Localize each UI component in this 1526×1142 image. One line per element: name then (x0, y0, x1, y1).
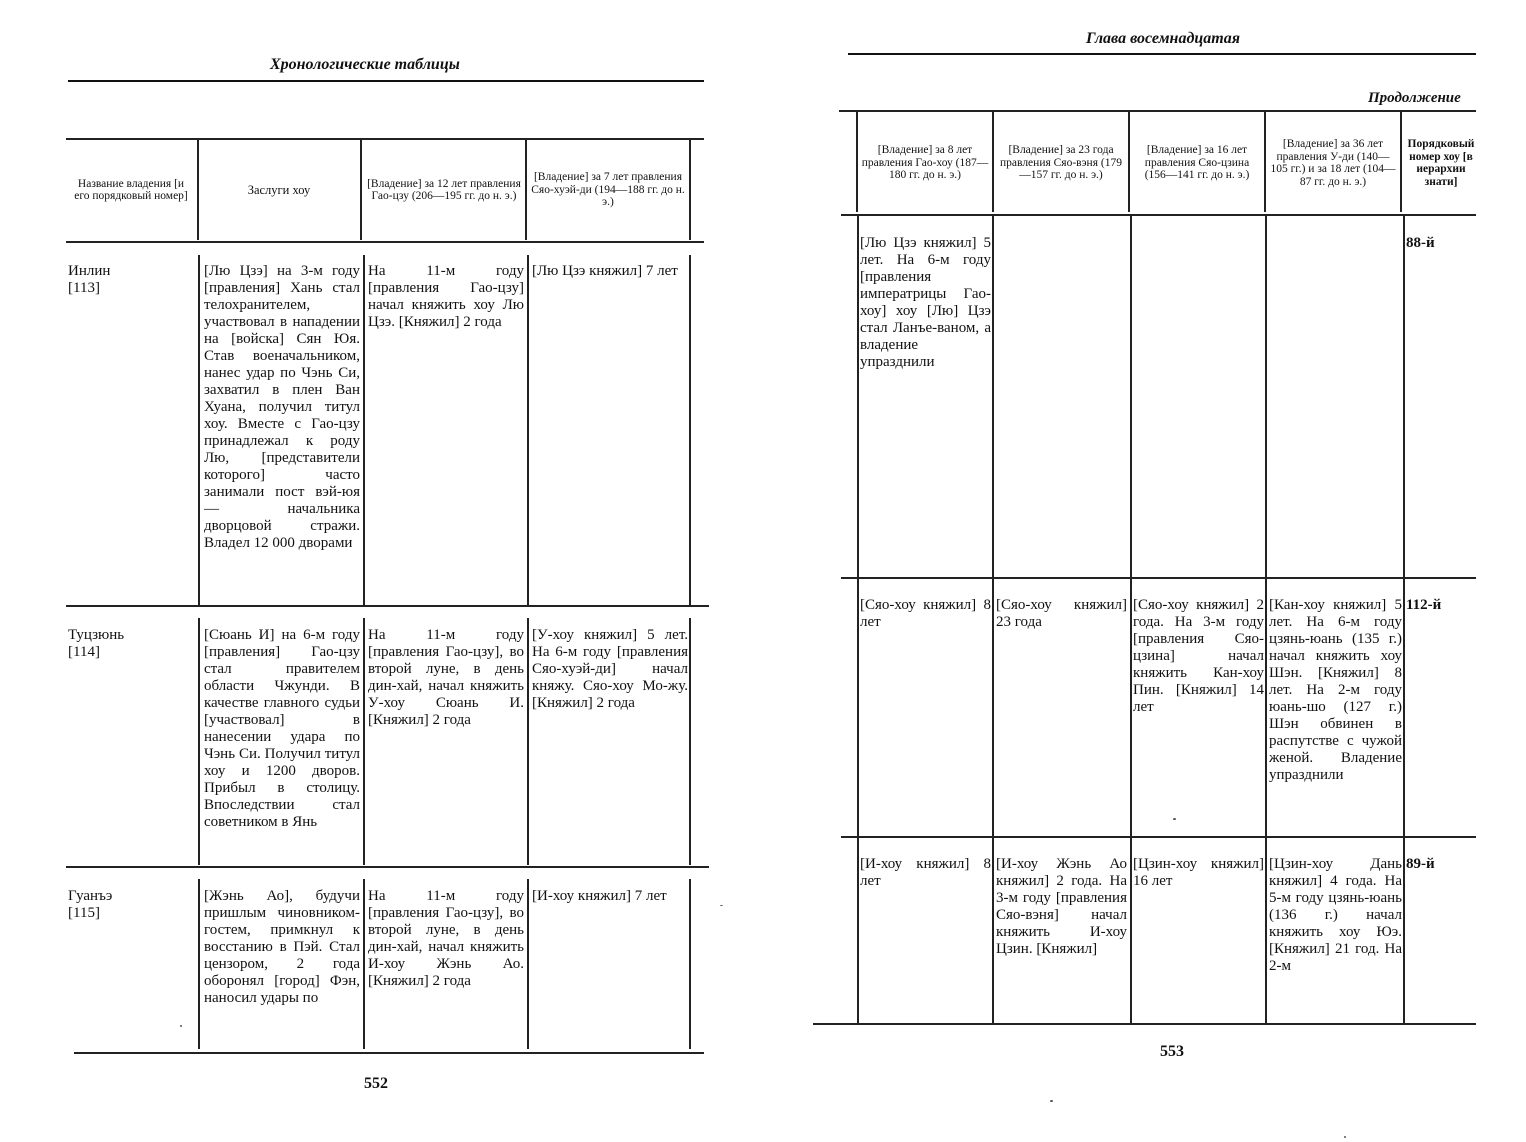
right-running-head: Глава восемнадцатая (1086, 30, 1240, 47)
column-header-gaozu: [Владение] за 12 лет правления Гао-цзу (206—195 гг. до н. э.) (367, 177, 521, 202)
table-cell-xiaojing (1133, 235, 1264, 570)
table-cell-wudi: [Цзин-хоу Дань княжил] 4 года. На 5-м году цзянь-юань (136 г.) начал княжить хоу Юэ. [Княжил] 21 год. На 2-м (1269, 856, 1402, 974)
column-header-xiaohuidi: [Владение] за 7 лет правления Сяо-хуэй-ди (194—188 гг. до н. э.) (531, 171, 685, 209)
row-divider (66, 866, 709, 868)
header-bottom-rule (66, 241, 704, 243)
table-cell-gaozu: На 11-м году [правления Гао-цзу] начал княжить хоу Лю Цзэ. [Княжил] 2 года (368, 263, 524, 330)
row-divider (66, 605, 709, 607)
table-cell-gaohou: [Лю Цзэ княжил] 5 лет. На 6-м году [правления императрицы Гао-хоу] хоу [Лю] Цзэ стал Ланъе-ваном, а владение упразднили (860, 235, 991, 370)
table-cell-name: Гуанъэ [115] (68, 888, 113, 921)
table-cell-gaozu: На 11-м году [правления Гао-цзу], во второй луне, в день дин-хай, начал княжить И-хоу Жэнь Ао. [Княжил] 2 года (368, 888, 524, 989)
table-cell-merits: [Лю Цзэ] на 3-м году [правления] Хань стал телохранителем, участвовал в нападении на [войска] Сян Юя. Став военачальником, нанес удар по Чэнь Си, захватил в плен Ван Хуана, получил титул хоу. Вместе с Гао-цзу принадлежал к роду Лю, [представители которого] часто занимали пост вэй-юя — начальника дворцовой стражи. Владел 12 000 дворами (204, 263, 360, 551)
table-cell-gaohou: [Сяо-хоу княжил] 8 лет (860, 597, 991, 630)
column-header-gaohou: [Владение] за 8 лет правления Гао-хоу (187—180 гг. до н. э.) (861, 144, 989, 182)
column-divider (363, 879, 365, 1049)
column-header-name: Название владения [и его порядковый номер] (74, 177, 188, 202)
column-divider (1264, 112, 1266, 212)
table-cell-merits: [Жэнь Ао], будучи пришлым чиновником-гостем, примкнул к восстанию в Пэй. Стал цензором, 2 года оборонял [город] Фэн, наносил удары по (204, 888, 360, 1006)
column-divider (527, 879, 529, 1049)
table-cell-rank: 112-й (1406, 597, 1442, 613)
table-cell-gaozu: На 11-м году [правления Гао-цзу], во второй луне, в день дин-хай, начал княжить У-хоу Сюань И. [Княжил] 2 года (368, 627, 524, 728)
column-divider (689, 879, 691, 1049)
table-cell-xiaohuidi: [И-хоу княжил] 7 лет (532, 888, 667, 904)
header-rule (848, 53, 1476, 55)
column-divider (856, 112, 858, 212)
table-cell-name: Инлин [113] (68, 263, 111, 296)
table-cell-merits: [Сюань И] на 6-м году [правления] Гао-цзу стал правителем области Чжунди. В качестве главного судьи [участвовал] в нанесении удара по Чэнь Си. Получил титул хоу и 1200 дворов. Прибыл в столицу. Впоследствии стал советником в Янь (204, 627, 360, 830)
row-divider (841, 836, 1476, 838)
column-divider (198, 618, 200, 865)
page-number: 552 (364, 1075, 388, 1092)
print-speck (1344, 1136, 1346, 1138)
column-divider (363, 255, 365, 605)
column-divider (992, 112, 994, 212)
page-number: 553 (1160, 1043, 1184, 1060)
column-divider (689, 140, 691, 240)
table-cell-xiaohuidi: [Лю Цзэ княжил] 7 лет (532, 263, 678, 279)
column-divider (1265, 216, 1267, 1024)
column-divider (363, 618, 365, 865)
column-divider (689, 618, 691, 865)
column-divider (527, 618, 529, 865)
table-cell-xiaowen (996, 235, 1127, 570)
table-cell-xiaojing: [Цзин-хоу княжил] 16 лет (1133, 856, 1264, 889)
table-cell-rank: 89-й (1406, 856, 1435, 872)
table-cell-wudi (1269, 235, 1402, 570)
continuation-label: Продолжение (1368, 90, 1461, 106)
column-header-merits: Заслуги хоу (247, 182, 311, 197)
print-speck (1173, 818, 1176, 820)
table-cell-wudi: [Кан-хоу княжил] 5 лет. На 6-м году цзянь-юань (135 г.) начал княжить хоу Шэн. [Княжил] 8 лет. На 2-м году юань-шо (127 г.) Шэн обвинен в распутстве с чужой женой. Владение упразднили (1269, 597, 1402, 783)
column-divider (525, 140, 527, 240)
row-divider (841, 577, 1476, 579)
column-divider (689, 255, 691, 605)
column-divider (857, 216, 859, 1024)
left-running-head: Хронологические таблицы (270, 56, 460, 73)
print-speck (720, 905, 723, 906)
table-cell-gaohou: [И-хоу княжил] 8 лет (860, 856, 991, 889)
header-bottom-rule (841, 214, 1476, 216)
print-speck (1050, 1100, 1053, 1102)
header-rule (68, 80, 704, 82)
column-divider (197, 140, 199, 240)
column-divider (198, 879, 200, 1049)
right-page (763, 0, 1526, 1142)
column-header-wudi: [Владение] за 36 лет правления У-ди (140—105 гг.) и за 18 лет (104—87 гг. до н. э.) (1270, 138, 1396, 188)
column-divider (1128, 112, 1130, 212)
table-bottom-rule (813, 1023, 1476, 1025)
print-speck (180, 1025, 182, 1027)
table-cell-xiaowen: [И-хоу Жэнь Ао княжил] 2 года. На 3-м году [правления Сяо-вэня] начал княжить И-хоу Цзин. [Княжил] (996, 856, 1127, 957)
column-divider (1400, 112, 1402, 212)
column-header-xiaojing: [Владение] за 16 лет правления Сяо-цзина (156—141 гг. до н. э.) (1144, 144, 1250, 182)
column-header-xiaowen: [Владение] за 23 года правления Сяо-вэня (179—157 гг. до н. э.) (1000, 144, 1122, 182)
column-divider (527, 255, 529, 605)
table-top-rule (66, 138, 704, 140)
column-header-rank: Порядковый номер хоу [в иерархии знати] (1407, 138, 1475, 188)
table-cell-xiaojing: [Сяо-хоу княжил] 2 года. На 3-м году [правления Сяо-цзина] начал княжить Кан-хоу Пин. [Княжил] 14 лет (1133, 597, 1264, 715)
column-divider (992, 216, 994, 1024)
table-cell-rank: 88-й (1406, 235, 1435, 251)
column-divider (1403, 216, 1405, 1024)
column-divider (360, 140, 362, 240)
column-divider (198, 255, 200, 605)
table-cell-xiaowen: [Сяо-хоу княжил] 23 года (996, 597, 1127, 630)
table-top-rule (839, 110, 1476, 112)
table-cell-xiaohuidi: [У-хоу княжил] 5 лет. На 6-м году [правления Сяо-хуэй-ди] начал княжу. Сяо-хоу Мо-жу. [Княжил] 2 года (532, 627, 688, 711)
table-cell-name: Туцзюнь [114] (68, 627, 125, 660)
table-bottom-rule (74, 1052, 704, 1054)
column-divider (1130, 216, 1132, 1024)
